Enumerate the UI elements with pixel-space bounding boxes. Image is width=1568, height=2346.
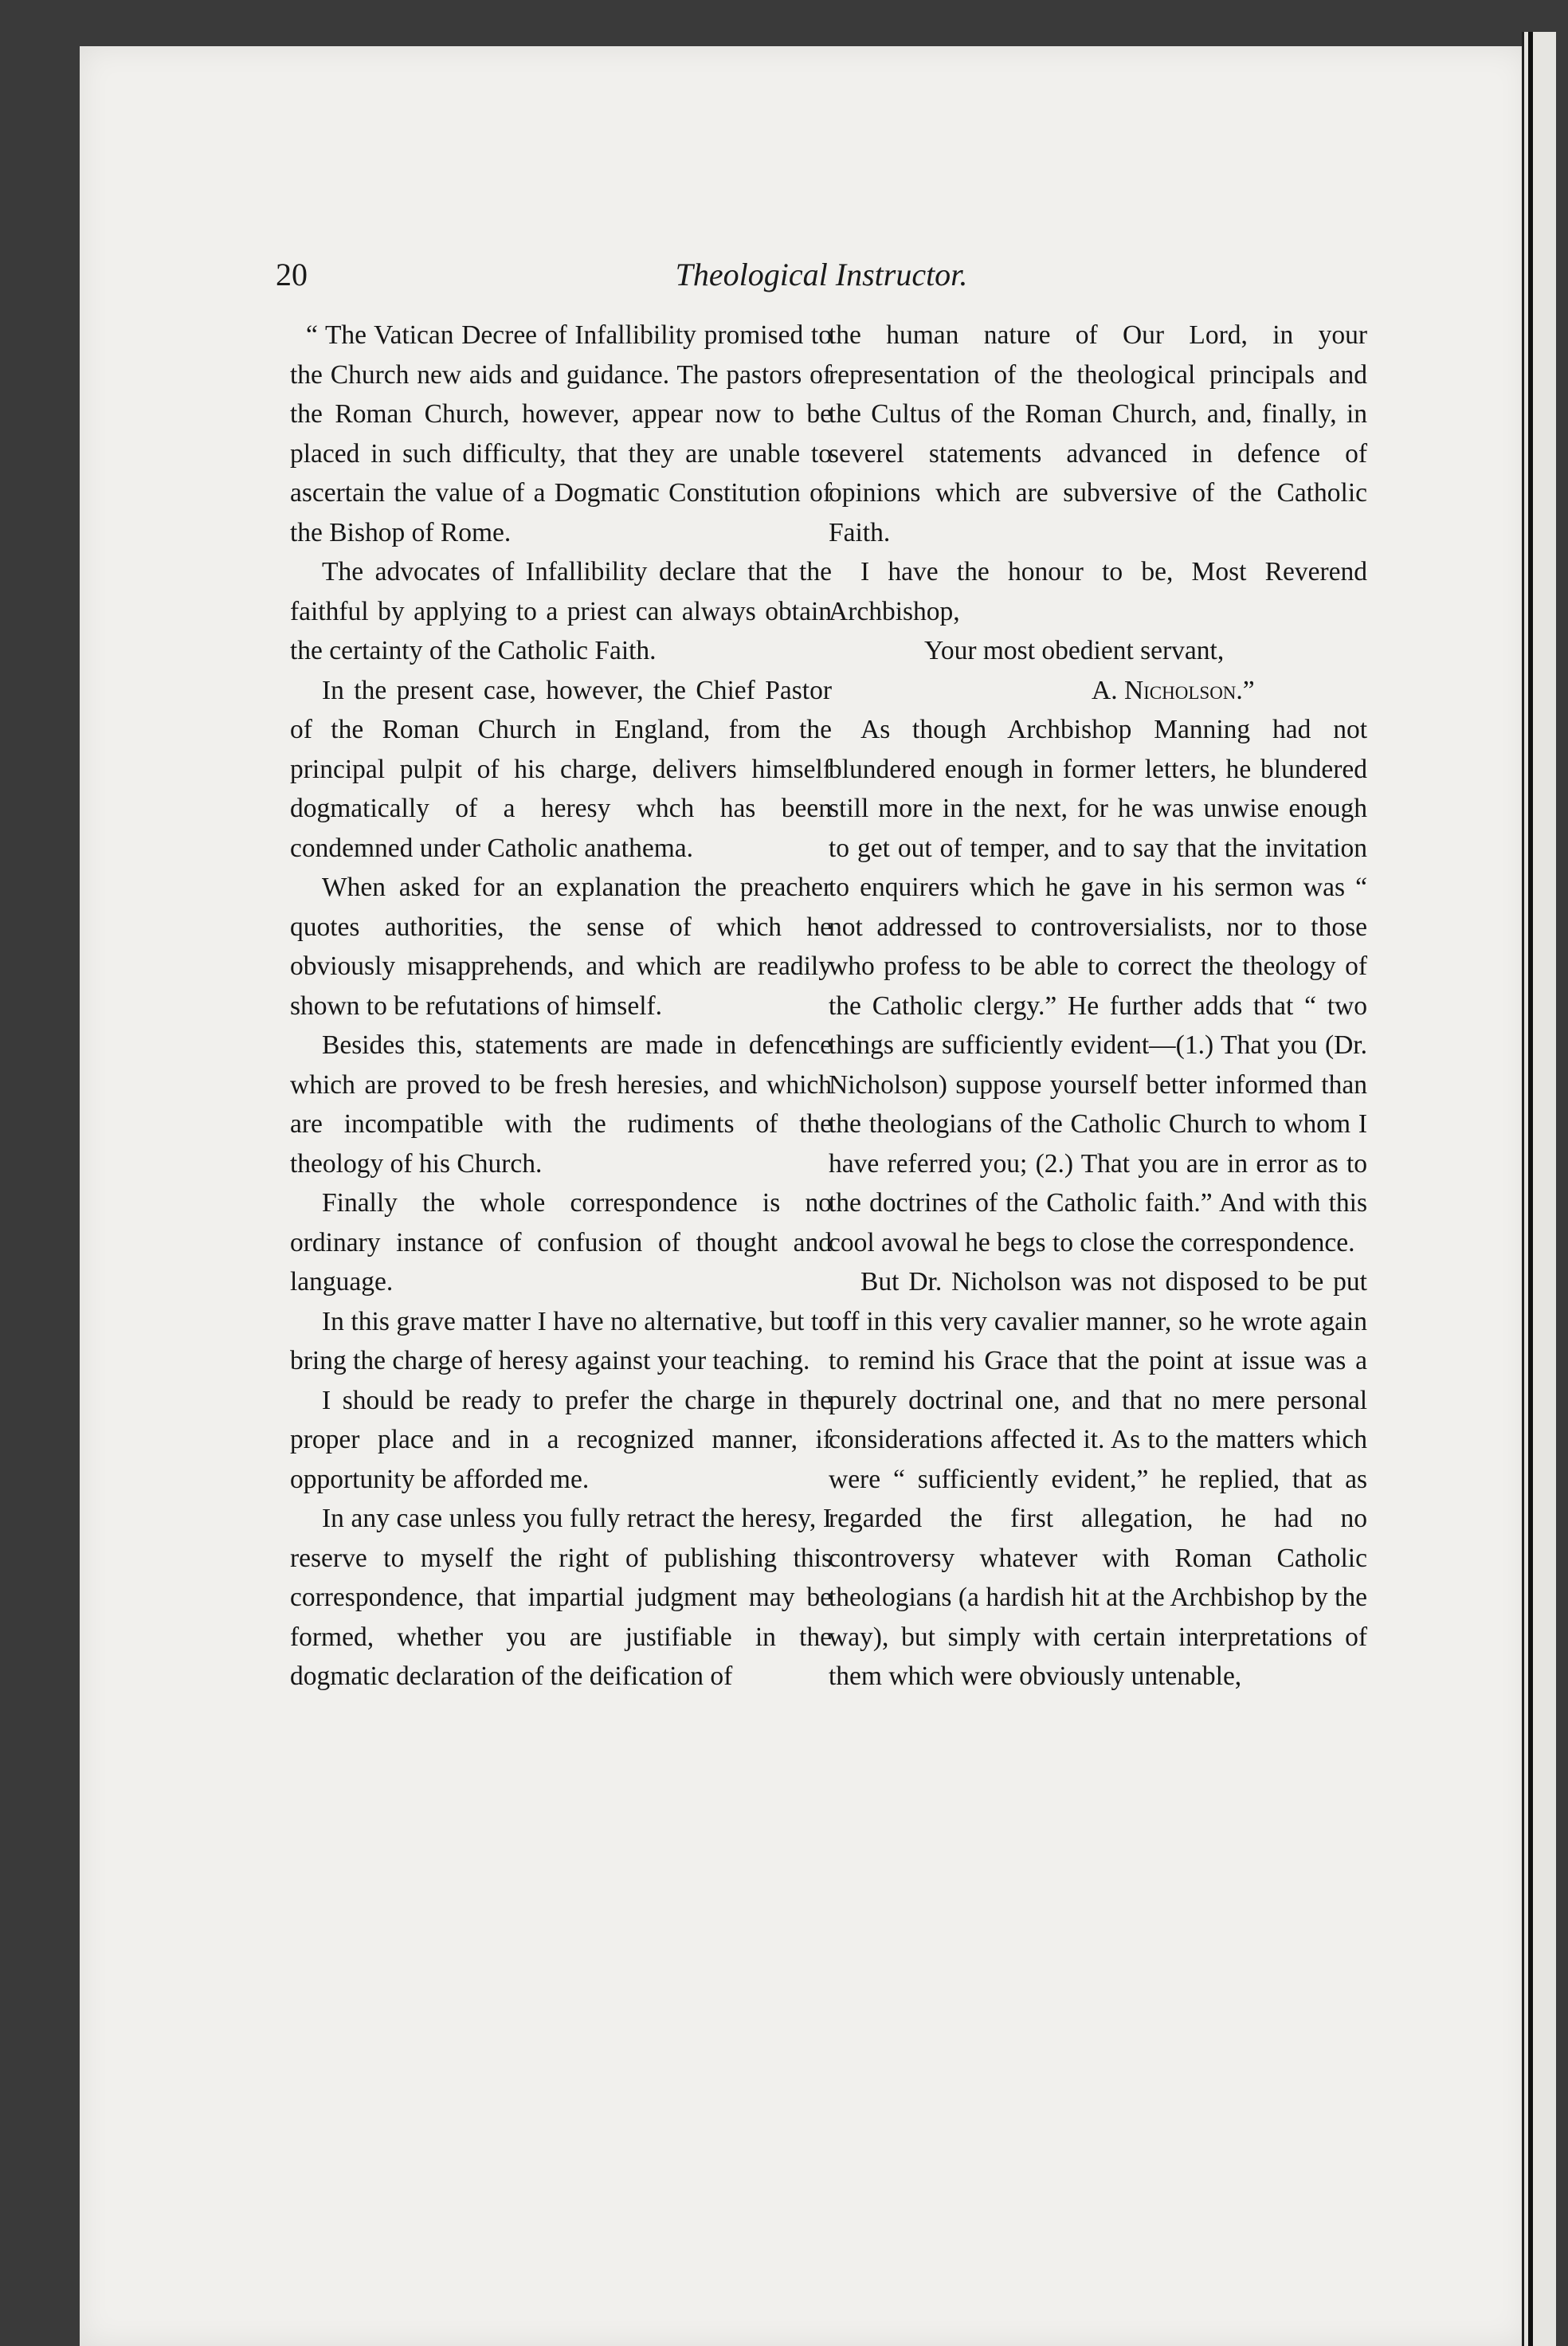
- paragraph: I should be ready to prefer the charge in the proper place and in a recognized manner, if opportunity be afforded me.: [290, 1385, 832, 1494]
- page-edge-shadow: [1528, 32, 1533, 2346]
- paragraph: In any case unless you fully retract the heresy, I reserve to myself the right of publishing this correspondence, that impartial judgment may be formed, whether you are justifiable in the dogmatic declaration of the deification of: [290, 1504, 832, 1691]
- page-edge: [1522, 32, 1556, 2346]
- paragraph: When asked for an explanation the preacher quotes authorities, the sense of which he obviously misapprehends, and which are readily shown to be refutations of himself.: [290, 873, 832, 1021]
- right-column: [829, 316, 1367, 1697]
- paragraph: But Dr. Nicholson was not disposed to be put off in this very cavalier manner, so he wrote again to remind his Grace that the point at issue was a purely doctrinal one, and that no mere personal considerations affected it. As to the matters which were “ sufficiently evident,” he replied, that as regarded the first allegation, he had no controversy whatever with Roman Catholic theologians (a hardish hit at the Archbishop by the way), but simply with certain interpretations of them which were obviously untenable,: [829, 1267, 1367, 1691]
- letter-closing: I have the honour to be, Most Reverend Archbishop,: [829, 557, 1367, 626]
- left-column: [290, 316, 832, 1697]
- paragraph: As though Archbishop Manning had not blundered enough in former letters, he blundered still more in the next, for he was unwise enough to get out of temper, and to say that the invitation to enquirers which he gave in his sermon was “ not addressed to controversialists, nor to those who profess to be able to correct the theology of the Catholic clergy.” He further adds that “ two things are sufficiently evident—(1.) That you (Dr. Nicholson) suppose yourself better informed than the theologians of the Catholic Church to whom I have referred you; (2.) That you are in error as to the doctrines of the Catholic faith.” And with this cool avowal he begs to close the correspondence.: [829, 715, 1367, 1257]
- paragraph: In the present case, however, the Chief Pastor of the Roman Church in England, from the principal pulpit of his charge, delivers himself dogmatically of a heresy whch has been condemned under Catholic anathema.: [290, 675, 832, 863]
- paragraph: Besides this, statements are made in defence which are proved to be fresh heresies, and which are incompatible with the rudiments of the theology of his Church.: [290, 1030, 832, 1179]
- letter-signature: A. Nicholson.”: [1092, 675, 1255, 705]
- page-header: [276, 253, 1367, 301]
- letter-continuation: the human nature of Our Lord, in your representation of the theological principals and the Cultus of the Roman Church, and, finally, in severel statements advanced in defence of opinions which are subversive of the Catholic Faith.: [829, 320, 1367, 547]
- paragraph: “ The Vatican Decree of Infallibility promised to the Church new aids and guidance. The pastors of the Roman Church, however, appear now to be placed in such difficulty, that they are unable to ascertain the value of a Dogmatic Constitution of the Bishop of Rome.: [290, 320, 832, 547]
- paragraph: In this grave matter I have no alternative, but to bring the charge of heresy against your teaching.: [290, 1306, 832, 1375]
- running-title: Theological Instructor.: [675, 257, 968, 292]
- paragraph: The advocates of Infallibility declare that the faithful by applying to a priest can always obtain the certainty of the Catholic Faith.: [290, 557, 832, 665]
- letter-salutation: Your most obedient servant,: [924, 636, 1225, 665]
- paragraph: Finally the whole correspondence is no ordinary instance of confusion of thought and language.: [290, 1188, 832, 1297]
- page-number: 20: [276, 257, 308, 292]
